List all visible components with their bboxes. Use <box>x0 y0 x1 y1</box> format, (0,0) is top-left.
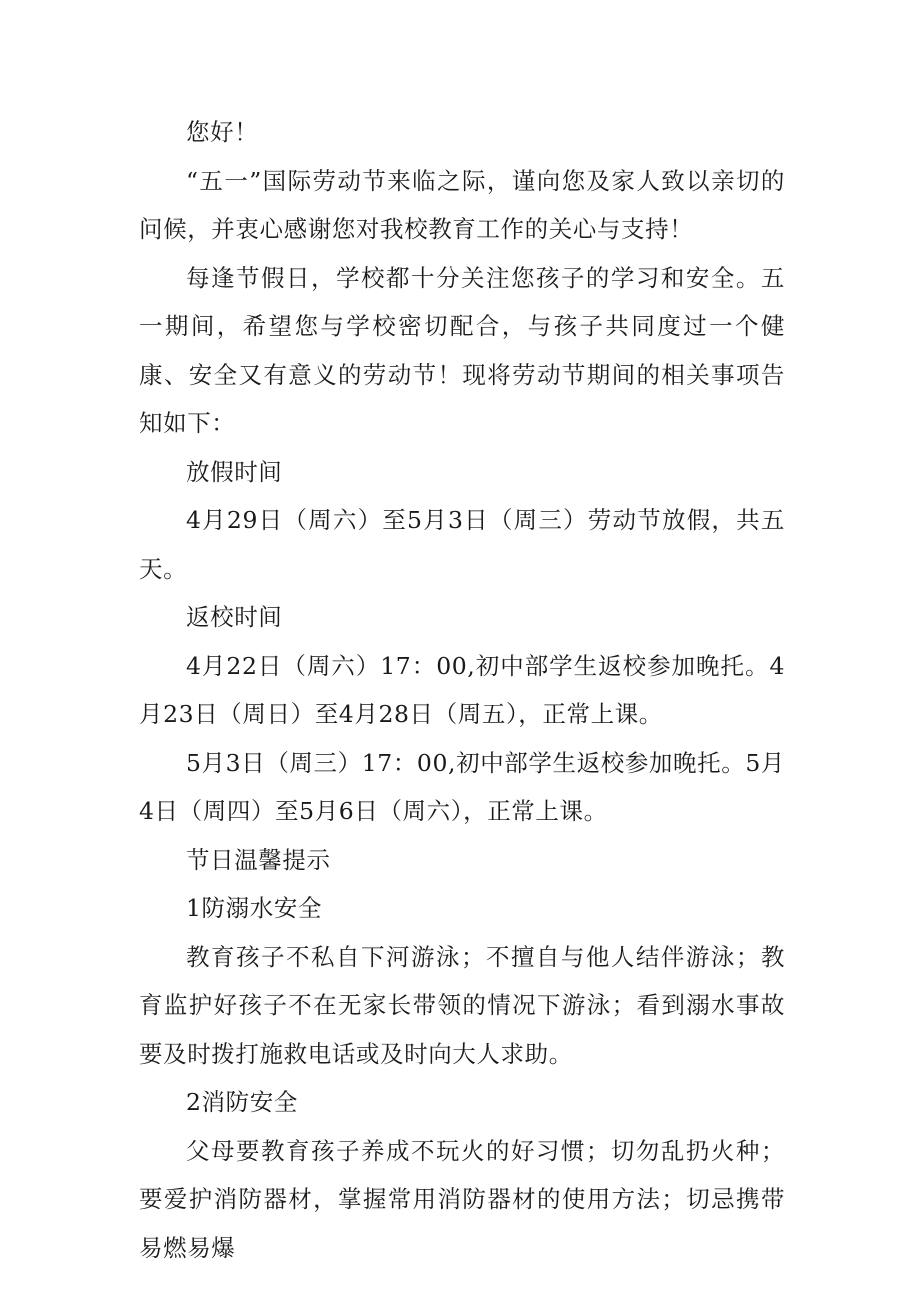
document-body <box>139 108 785 1272</box>
section-heading-holiday-time: 放假时间 <box>186 457 283 486</box>
section-heading-return-time: 返校时间 <box>186 603 283 631</box>
section-heading-tips: 节日温馨提示 <box>186 845 331 874</box>
greeting: 您好！ <box>186 118 259 146</box>
drowning-safety-paragraph: 教育孩子不私自下河游泳；不擅自与他人结伴游泳；教育监护好孩子不在无家长带领的情况下游泳；看到溺水事故要及时拨打施救电话或及时向大人求助。 <box>139 942 785 1068</box>
fire-safety-paragraph: 父母要教育孩子养成不玩火的好习惯；切勿乱扔火种；要爱护消防器材，掌握常用消防器材的使用方法；切忌携带易燃易爆 <box>139 1136 785 1262</box>
return-time-paragraph-2: 5月3日（周三）17：00,初中部学生返校参加晚托。5月4日（周四）至5月6日（周六），正常上课。 <box>139 748 785 825</box>
intro-paragraph: “五一”国际劳动节来临之际，谨向您及家人致以亲切的问候，并衷心感谢您对我校教育工作的关心与支持！ <box>139 166 785 243</box>
subheading-drowning-safety: 1防溺水安全 <box>186 894 323 922</box>
notice-paragraph: 每逢节假日，学校都十分关注您孩子的学习和安全。五一期间，希望您与学校密切配合，与孩子共同度过一个健康、安全又有意义的劳动节！现将劳动节期间的相关事项告知如下： <box>139 263 785 437</box>
subheading-fire-safety: 2消防安全 <box>186 1088 298 1116</box>
return-time-paragraph-1: 4月22日（周六）17：00,初中部学生返校参加晚托。4月23日（周日）至4月28日（周五），正常上课。 <box>139 651 785 728</box>
holiday-time-paragraph: 4月29日（周六）至5月3日（周三）劳动节放假，共五天。 <box>139 506 785 583</box>
